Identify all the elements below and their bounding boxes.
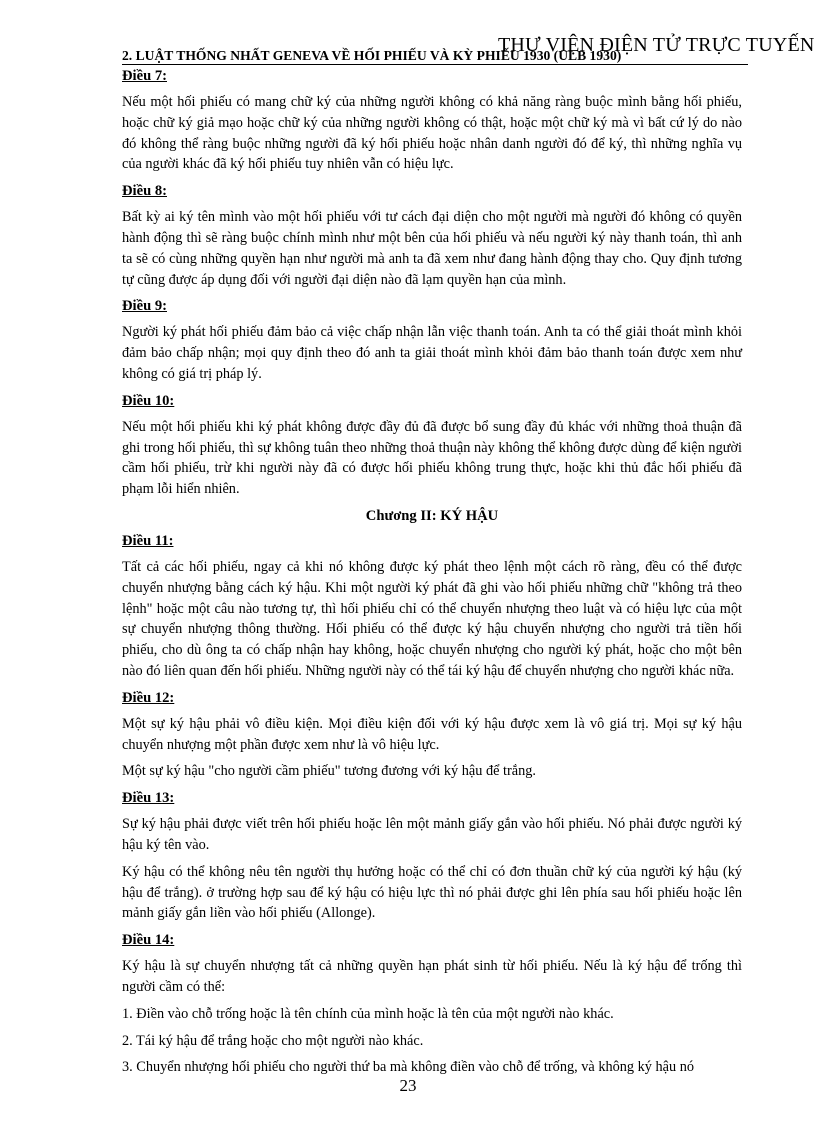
article-heading: Điều 9: (122, 298, 167, 315)
list-item: 3. Chuyển nhượng hối phiếu cho người thứ ba mà không điền vào chỗ để trống, và không ký hậu nó (122, 1059, 695, 1076)
article-paragraph: Một sự ký hậu phải vô điều kiện. Mọi điều kiện đối với ký hậu được xem là vô giá trị. Mọi sự ký hậu chuyển nhượng một phần được xem như là vô hiệu lực. (122, 715, 742, 753)
article-paragraph: Nếu một hối phiếu có mang chữ ký của những người không có khả năng ràng buộc mình bằng hối phiếu, hoặc chữ ký giả mạo hoặc chữ ký của những người không có thật, hoặc một chữ ký mà vì bất cứ lý do nào đó không thể ràng buộc những người đã ký hối phiếu hoặc nhân danh người đó để ký, thì những nghĩa vụ của người khác đã ký hối phiếu tuy nhiên vẫn có hiệu lực. (122, 94, 742, 173)
page-number: 23 (399, 1076, 417, 1095)
article-7 (122, 66, 742, 175)
article-paragraph: Ký hậu là sự chuyển nhượng tất cả những quyền hạn phát sinh từ hối phiếu. Nếu là ký hậu để trống thì người cầm có thể: (122, 958, 742, 995)
section-header: 2. LUẬT THỐNG NHẤT GENEVA VỀ HỐI PHIẾU VÀ KỲ PHIẾU 1930 (ULB 1930) (122, 49, 748, 65)
article-paragraph: Người ký phát hối phiếu đảm bảo cả việc chấp nhận lẫn việc thanh toán. Anh ta có thể giải thoát mình khỏi đảm bảo chấp nhận; mọi quy định theo đó anh ta giải thoát mình khỏi đảm bảo thanh toán được xem như không có giá trị pháp lý. (122, 324, 742, 382)
article-9 (122, 296, 742, 384)
article-paragraph: Một sự ký hậu "cho người cầm phiếu" tương đương với ký hậu để trắng. (122, 763, 536, 780)
document-body (122, 66, 742, 1084)
article-14 (122, 930, 742, 1078)
article-paragraph: Ký hậu có thể không nêu tên người thụ hưởng hoặc có thể chỉ có đơn thuần chữ ký của người ký hậu (ký hậu để trắng). ở trường hợp sau để ký hậu có hiệu lực thì nó phải được ghi lên phía sau hối phiếu hoặc lên mảnh giấy gắn liền vào hối phiếu (Allonge). (122, 863, 742, 922)
article-heading: Điều 11: (122, 532, 174, 549)
article-heading: Điều 10: (122, 392, 175, 409)
article-paragraph: Sự ký hậu phải được viết trên hối phiếu hoặc lên một mảnh giấy gắn vào hối phiếu. Nó phải được người ký hậu ký tên vào. (122, 816, 742, 853)
article-11 (122, 531, 742, 682)
article-8 (122, 181, 742, 290)
article-heading: Điều 12: (122, 689, 175, 706)
article-paragraph: Nếu một hối phiếu khi ký phát không được đầy đủ đã được bổ sung đầy đủ khác với những thoả thuận đã ghi trong hối phiếu, thì sự không tuân theo những thoả thuận này không thể không được dùng để kiện người cầm hối phiếu, trừ khi người này đã có được hối phiếu không trung thực, hoặc khi thủ đắc hối phiếu đã phạm lỗi hiển nhiên. (122, 418, 742, 498)
list-item: 2. Tái ký hậu để trắng hoặc cho một người nào khác. (122, 1032, 424, 1049)
article-13 (122, 788, 742, 924)
article-heading: Điều 13: (122, 790, 175, 807)
chapter-heading: Chương II: KÝ HẬU (365, 507, 499, 524)
article-10 (122, 391, 742, 500)
article-heading: Điều 8: (122, 183, 167, 200)
article-paragraph: Tất cả các hối phiếu, ngay cả khi nó không được ký phát theo lệnh một cách rõ ràng, đều có thể được chuyển nhượng bằng cách ký hậu. Khi một người ký phát đã ghi vào hối phiếu những chữ "không trả theo lệnh" hoặc một câu nào tương tự, thì hối phiếu chỉ có thể chuyển nhượng theo luật và có hiệu lực của một sự chuyển nhượng thông thường. Hối phiếu có thể được ký hậu chuyển nhượng cho người trả tiền hối phiếu, cho dù ông ta có chấp nhận hay không, hoặc chuyển nhượng cho người ký phát, hoặc cho một bên nào đó liên quan đến hối phiếu. Những người này có thể tái ký hậu để chuyển nhượng cho người khác nữa. (122, 558, 742, 679)
list-item: 1. Điền vào chỗ trống hoặc là tên chính của mình hoặc là tên của một người nào khác. (122, 1005, 614, 1022)
watermark-text: THƯ VIỆN ĐIỆN TỬ TRỰC TUYẾN (498, 34, 815, 56)
article-heading: Điều 14: (122, 932, 175, 949)
article-12 (122, 688, 742, 782)
article-heading: Điều 7: (122, 68, 167, 84)
article-paragraph: Bất kỳ ai ký tên mình vào một hối phiếu với tư cách đại diện cho một người mà người đó không có quyền hành động thì sẽ ràng buộc chính mình như một bên của hối phiếu và nếu người ký này thanh toán, thì anh ta sẽ có cùng những quyền hạn như người mà anh ta đã xem như đang hành động thay cho. Quy định tương tự cũng được áp dụng đối với người đại diện nào đã lạm quyền hạn của mình. (122, 209, 742, 288)
